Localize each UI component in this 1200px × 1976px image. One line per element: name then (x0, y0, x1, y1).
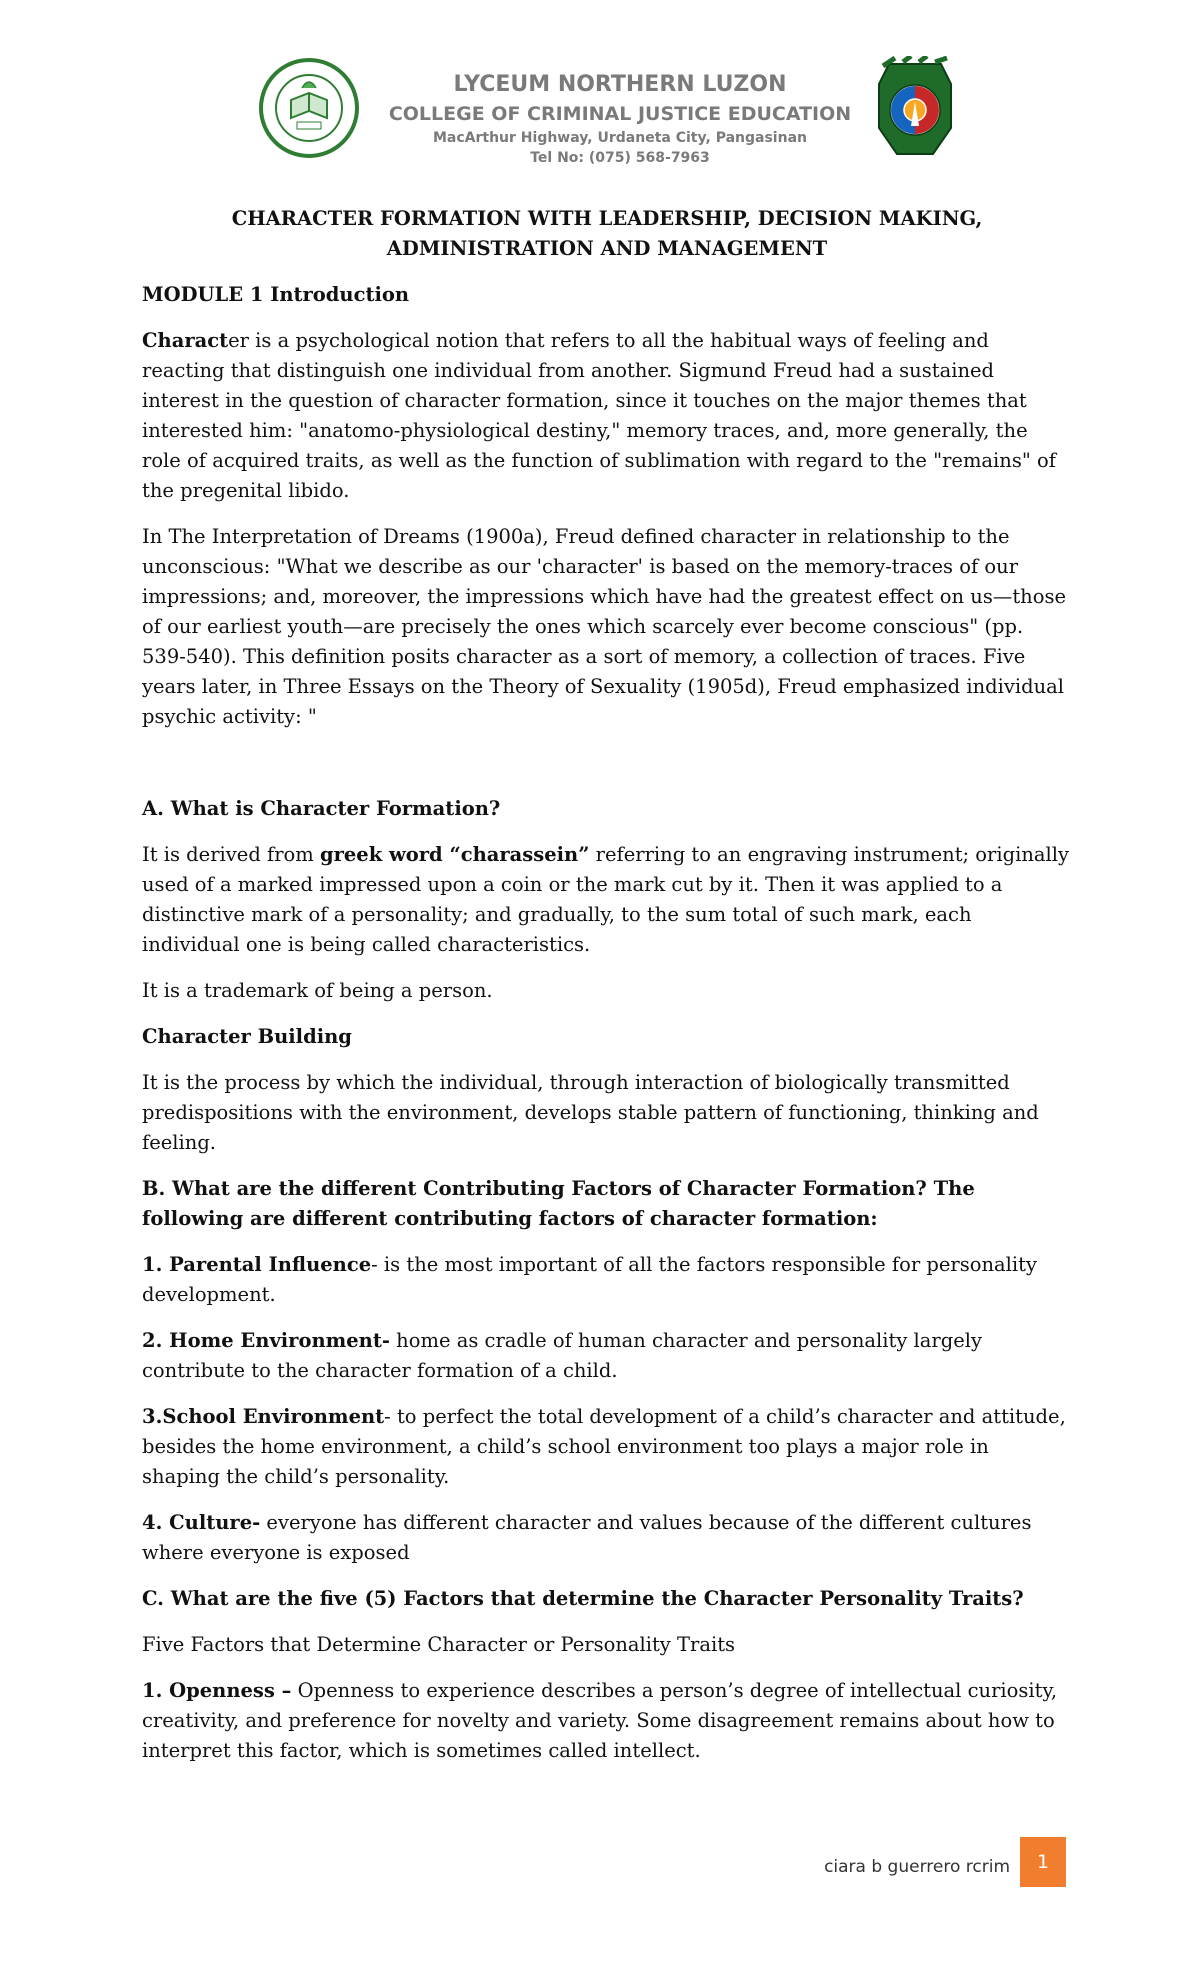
document-header (0, 0, 1200, 190)
factor-openness: 1. Openness – Openness to experience describes a person’s degree of intellectual curiosity, creativity, and preference for novelty and variety. Some disagreement remains about how to interpret this factor, which is sometimes called intellect. (142, 1679, 1058, 1762)
page-number-badge: 1 (1020, 1837, 1066, 1887)
document-title: CHARACTER FORMATION WITH LEADERSHIP, DECISION MAKING, ADMINISTRATION AND MANAGEMENT (231, 207, 983, 260)
paragraph-five-factors-intro: Five Factors that Determine Character or Personality Traits (142, 1633, 736, 1656)
page-footer (0, 1837, 1200, 1897)
character-term: Charact (142, 329, 229, 352)
telephone-number: Tel No: (075) 568-7963 (530, 150, 710, 166)
school-address: MacArthur Highway, Urdaneta City, Pangasinan (432, 130, 807, 146)
factor-item: 4. Culture- everyone has different character and values because of the different cultures where everyone is exposed (142, 1511, 1032, 1564)
paragraph-freud: In The Interpretation of Dreams (1900a), Freud defined character in relationship to the unconscious: "What we describe as our 'character' is based on the memory-traces of our impressions; and, moreover, the impressions which have had the greatest effect on us—those of our earliest youth—are precisely the ones which scarcely ever become conscious" (pp. 539-540). This definition posits character as a sort of memory, a collection of traces. Five years later, in Three Essays on the Theory of Sexuality (1905d), Freud emphasized individual psychic activity: " (142, 525, 1067, 728)
greek-word-term: greek word “charassein” (319, 843, 590, 866)
section-a-heading: A. What is Character Formation? (142, 797, 501, 820)
paragraph-character-building: It is the process by which the individual, through interaction of biologically transmitted predispositions with the environment, develops stable pattern of functioning, thinking and feeling. (142, 1071, 1039, 1154)
paragraph-trademark: It is a trademark of being a person. (142, 979, 493, 1002)
lyceum-seal-logo (258, 56, 360, 160)
paragraph-etymology: It is derived from greek word “charassein” referring to an engraving instrument; originally used of a marked impressed upon a coin or the mark cut by it. Then it was applied to a distinctive mark of a personality; and gradually, to the sum total of such mark, each individual one is being called characteristics. (142, 843, 1069, 956)
section-b-heading: B. What are the different Contributing Factors of Character Formation? The following are different contributing factors of character formation: (142, 1177, 975, 1230)
module-heading: MODULE 1 Introduction (142, 283, 410, 306)
document-body (142, 200, 1072, 1782)
college-name: COLLEGE OF CRIMINAL JUSTICE EDUCATION (388, 103, 852, 125)
character-building-heading: Character Building (142, 1025, 352, 1048)
section-c-heading: C. What are the five (5) Factors that determine the Character Personality Traits? (142, 1587, 1024, 1610)
factor-item: 3.School Environment- to perfect the total development of a child’s character and attitude, besides the home environment, a child’s school environment too plays a major role in shaping the child’s personality. (142, 1405, 1066, 1488)
school-name: LYCEUM NORTHERN LUZON (453, 72, 787, 97)
factor-item: 1. Parental Influence- is the most important of all the factors responsible for personality development. (142, 1253, 1037, 1306)
footer-author: ciara b guerrero rcrim (824, 1857, 1010, 1877)
criminology-seal-logo (875, 56, 955, 160)
paragraph-character-definition: Character is a psychological notion that refers to all the habitual ways of feeling and reacting that distinguish one individual from another. Sigmund Freud had a sustained interest in the question of character formation, since it touches on the major themes that interested him: "anatomo-physiological destiny," memory traces, and, more generally, the role of acquired traits, as well as the function of sublimation with regard to the "remains" of the pregenital libido. (142, 329, 1056, 502)
factor-item: 2. Home Environment- home as cradle of human character and personality largely contribute to the character formation of a child. (142, 1329, 982, 1382)
